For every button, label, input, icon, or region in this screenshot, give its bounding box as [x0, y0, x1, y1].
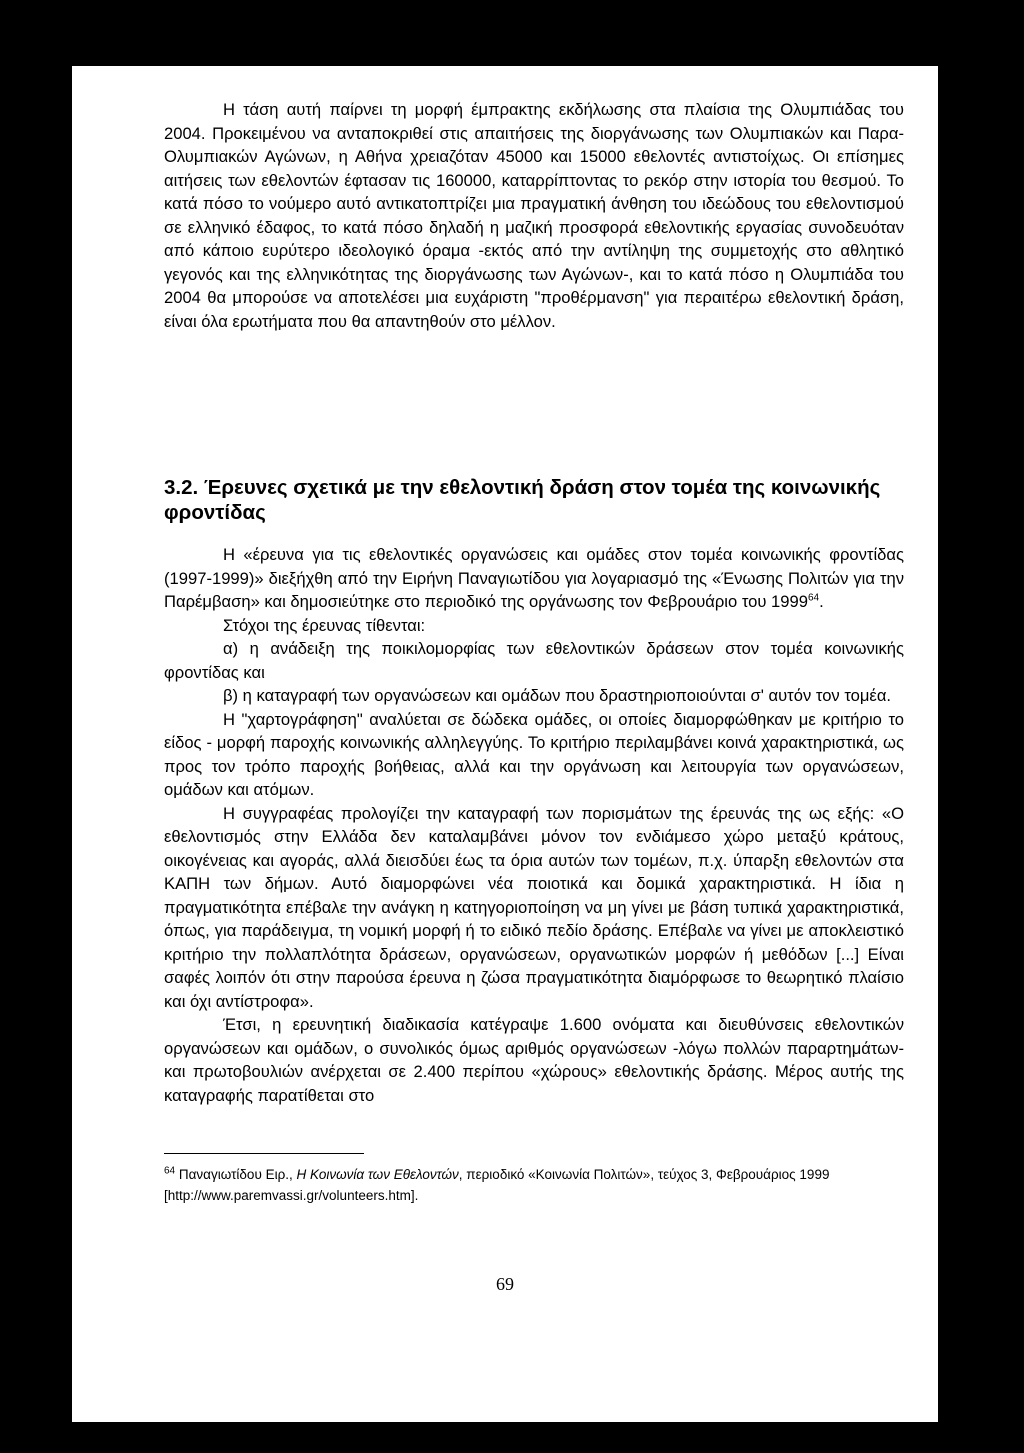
intro-text: Η «έρευνα για τις εθελοντικές οργανώσεις και ομάδες στον τομέα κοινωνικής φροντίδας (1997-1999)» διεξήχθη από την Ειρήνη Παναγιωτίδου για λογαριασμό της «Ένωσης Πολιτών για την Παρέμβαση» και δημοσιεύτηκε στο περιοδικό της οργάνωσης τον Φεβρουάριο του 1999 [164, 545, 904, 611]
paragraph-goal-b: β) η καταγραφή των οργανώσεων και ομάδων που δραστηριοποιούνται σ' αυτόν τον τομέα. [223, 686, 892, 705]
paragraph-mapping: Η "χαρτογράφηση" αναλύεται σε δώδεκα ομάδες, οι οποίες διαμορφώθηκαν με κριτήριο το είδος - μορφή παροχής κοινωνικής αλληλεγγύης. Το κριτήριο περιλαμβάνει κοινά χαρακτηριστικά, ως προς τον τρόπο παροχής βοήθειας, αλλά και την οργάνωση και λειτουργία των οργανώσεων, ομάδων και ατόμων. [164, 709, 904, 799]
footnote-number: 64 [164, 1165, 176, 1177]
document-page [72, 66, 938, 1422]
page-number: 69 [496, 1274, 514, 1294]
paragraph-olympics: Η τάση αυτή παίρνει τη μορφή έμπρακτης εκδήλωσης στα πλαίσια της Ολυμπιάδας του 2004. Προκειμένου να ανταποκριθεί στις απαιτήσεις της διοργάνωσης των Ολυμπιακών και Παρα-Ολυμπιακών Αγώνων, η Αθήνα χρειαζόταν 45000 και 15000 εθελοντές αντιστοίχως. Οι επίσημες αιτήσεις των εθελοντών έφτασαν τις 160000, καταρρίπτοντας το ρεκόρ στην ιστορία του θεσμού. Το κατά πόσο το νούμερο αυτό αντικατοπτρίζει μια πραγματική άνθηση του ιδεώδους του εθελοντισμού σε ελληνικό έδαφος, το κατά πόσο δηλαδή η μαζική προσφορά εθελοντικής εργασίας συνοδευόταν από κάποιο ευρύτερο ιδεολογικό όραμα -εκτός από την αντίληψη της συμμετοχής στο αθλητικό γεγονός και της ελληνικότητας της διοργάνωσης των Αγώνων-, και το κατά πόσο η Ολυμπιάδα του 2004 θα μπορούσε να αποτελέσει μια ευχάριστη "προθέρμανση" για περαιτέρω εθελοντική δράση, είναι όλα ερωτήματα που θα απαντηθούν στο μέλλον. [164, 100, 904, 331]
footnote-title: Η Κοινωνία των Εθελοντών [296, 1167, 459, 1182]
section-heading: 3.2. Έρευνες σχετικά με την εθελοντική δράση στον τομέα της κοινωνικής φροντίδας [164, 476, 881, 524]
section-text-block [164, 543, 904, 1107]
paragraph-process: Έτσι, η ερευνητική διαδικασία κατέγραψε 1.600 ονόματα και διευθύνσεις εθελοντικών οργανώσεων και ομάδων, ο συνολικός όμως αριθμός οργανώσεων -λόγω πολλών παραρτημάτων- και πρωτοβουλιών ανέρχεται σε 2.400 περίπου «χώρους» εθελοντικής δράσης. Μέρος αυτής της καταγραφής παρατίθεται στο [164, 1015, 904, 1105]
footnote-ref: 64 [807, 592, 820, 604]
intro-end: . [819, 592, 824, 611]
footnote [164, 1164, 904, 1206]
footnote-author: Παναγιωτίδου Ειρ., [175, 1167, 297, 1182]
paragraph-goals-title: Στόχοι της έρευνας τίθενται: [223, 615, 426, 635]
paragraph-findings: Η συγγραφέας προλογίζει την καταγραφή των πορισμάτων της έρευνάς της ως εξής: «Ο εθελοντισμός στην Ελλάδα δεν καταλαμβάνει μόνον τον ενδιάμεσο χώρο μεταξύ κράτους, οικογένειας και αγοράς, αλλά διεισδύει έως τα όρια αυτών των τομέων, π.χ. ύπαρξη εθελοντών στα ΚΑΠΗ των δήμων. Αυτό διαμορφώνει νέα ποιοτικά και δομικά χαρακτηριστικά. Η ίδια η πραγματικότητα επέβαλε την ανάγκη η κατηγοριοποίηση να μη γίνει με βάση τυπικά χαρακτηριστικά, όπως, για παράδειγμα, τη νομική μορφή ή το ειδικό πεδίο δράσης. Επέβαλε να γίνει με αποκλειστικό κριτήριο την πολλαπλότητα δράσεων, οργανώσεων, οργανωτικών μορφών ή μεθόδων [...] Είναι σαφές λοιπόν ότι στην παρούσα έρευνα η ζώσα πραγματικότητα διαμόρφωσε το θεωρητικό πλαίσιο και όχι αντίστροφα». [164, 803, 904, 1011]
footnote-rest: , περιοδικό «Κοινωνία Πολιτών», τεύχος 3, Φεβρουάριος 1999 [http://www.paremvassi.gr/volunteers.htm]. [164, 1167, 830, 1203]
footnote-divider [164, 1153, 364, 1154]
paragraph-goal-a: α) η ανάδειξη της ποικιλομορφίας των εθελοντικών δράσεων στον τομέα κοινωνικής φροντίδας και [164, 639, 904, 682]
paragraph-intro [164, 543, 904, 614]
opening-text-block [164, 98, 904, 333]
